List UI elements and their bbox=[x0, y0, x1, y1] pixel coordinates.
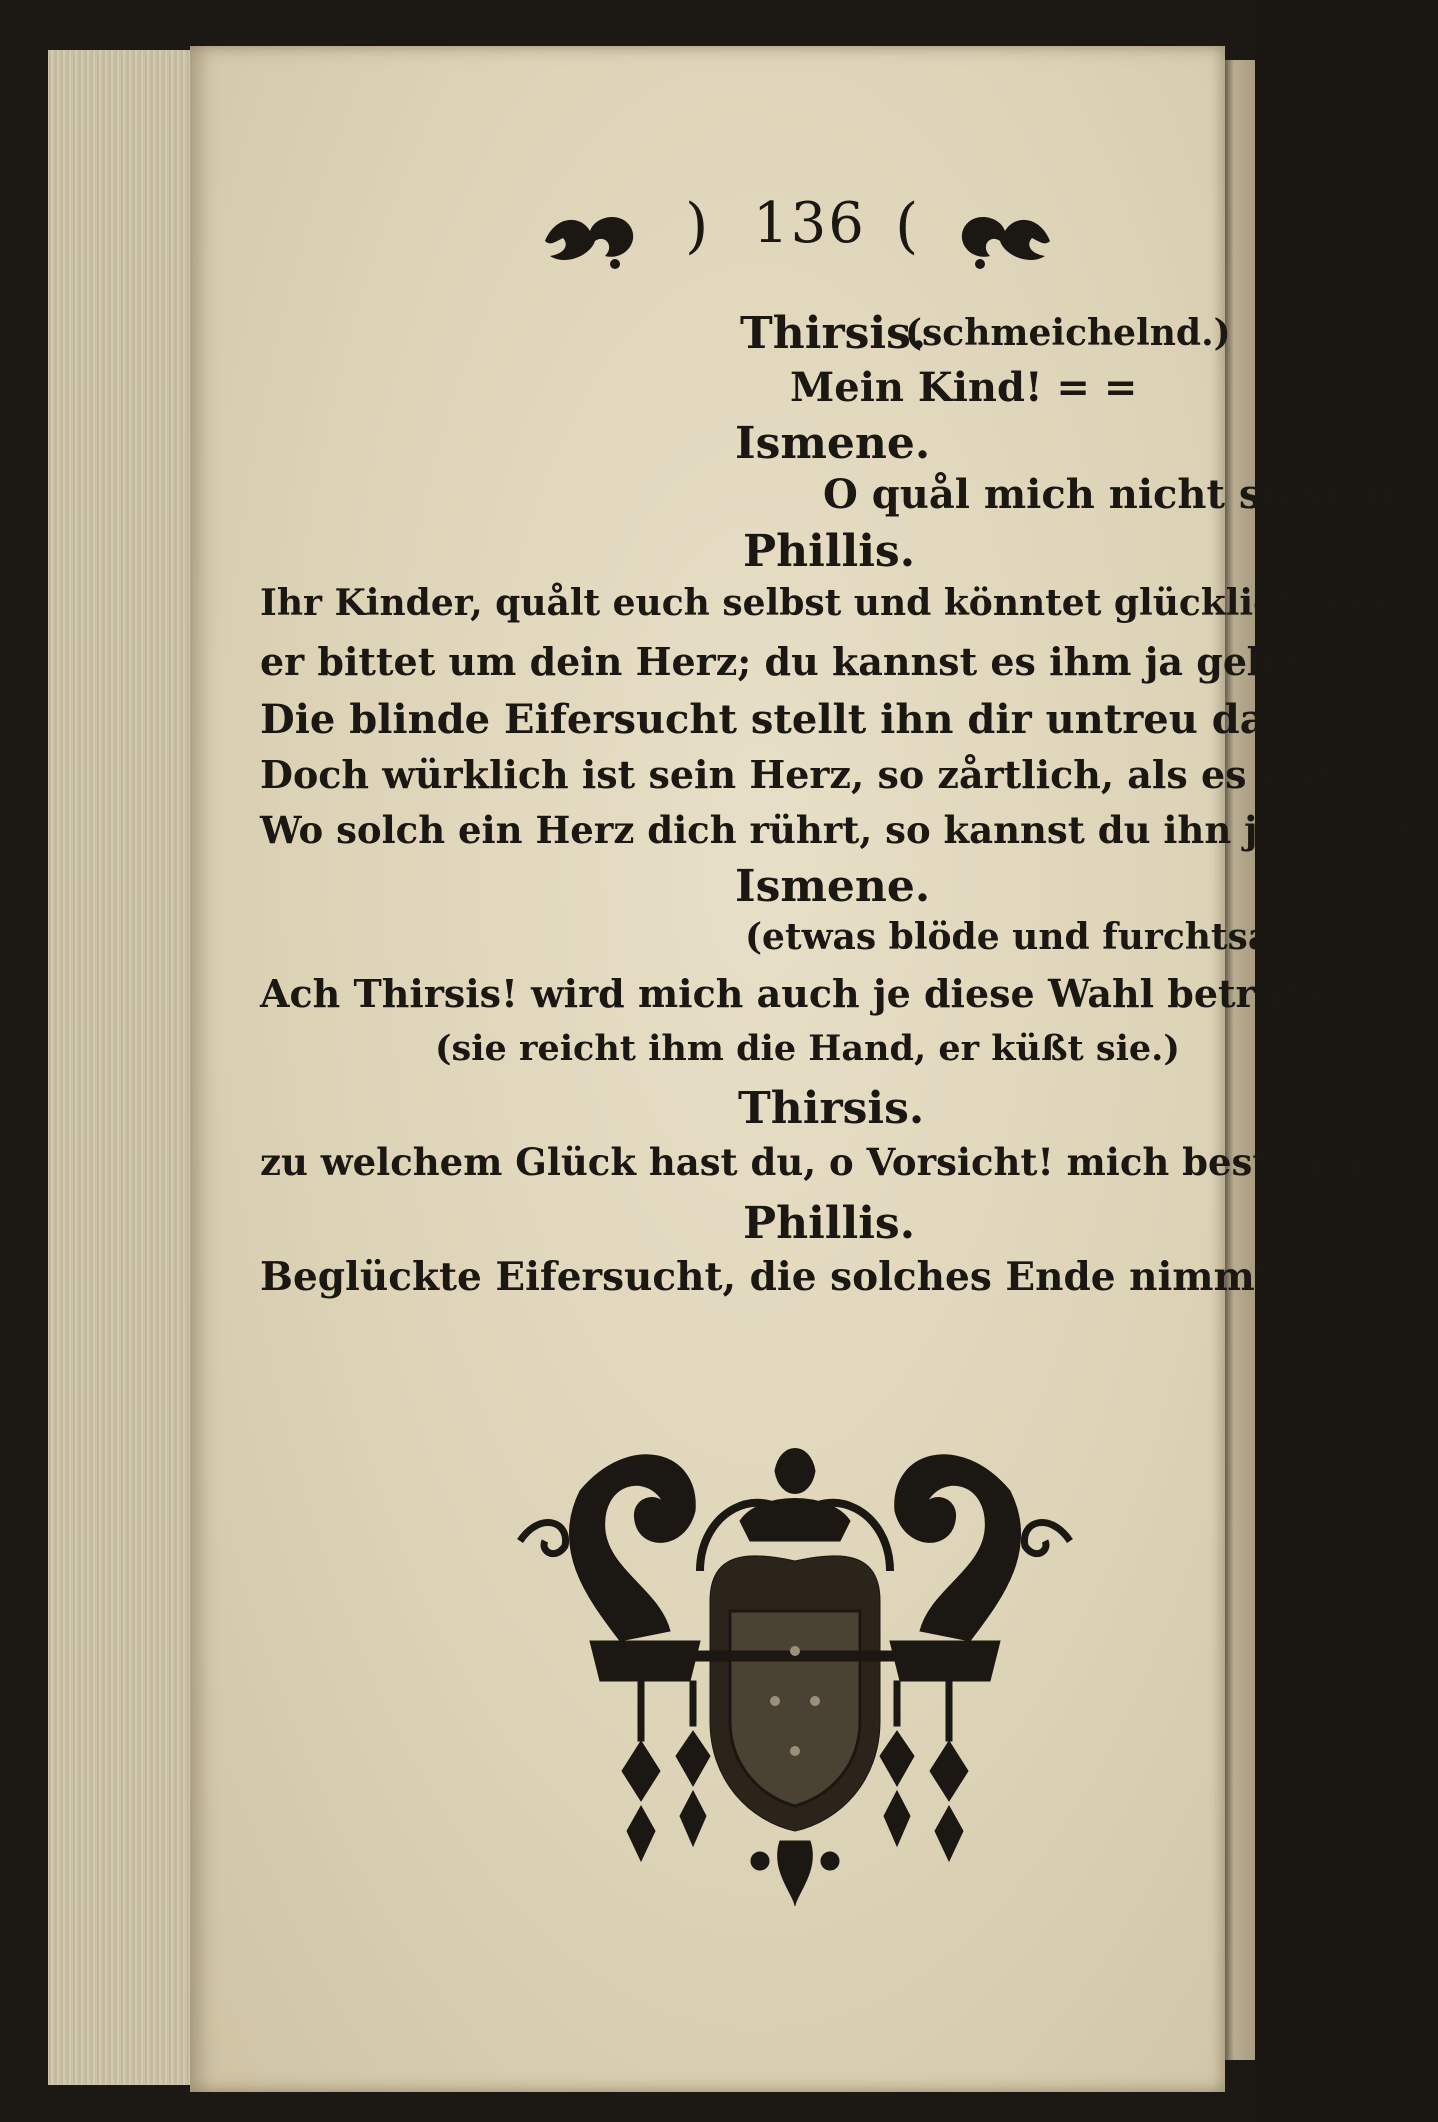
header-right-paren: ( bbox=[895, 191, 919, 261]
tailpiece-vignette bbox=[510, 1401, 1080, 1911]
stage-direction: (schmeichelnd.) bbox=[905, 312, 1231, 354]
book-page-edges bbox=[48, 50, 200, 2085]
page-number: 136 bbox=[753, 191, 866, 256]
speaker-phillis: Phillis. bbox=[743, 526, 916, 577]
speaker-ismene: Ismene. bbox=[735, 418, 931, 469]
verse-line: Wo solch ein Herz dich rührt, so kannst du ihn ja lieben. bbox=[260, 808, 1436, 852]
header-left-paren: ) bbox=[685, 191, 709, 261]
verse-line: Mein Kind! = = bbox=[790, 364, 1138, 411]
verse-line: Ach Thirsis! wird mich auch je diese Wahl betrüben! bbox=[260, 971, 1379, 1016]
fleuron-icon bbox=[535, 206, 645, 276]
verse-line: O quål mich nicht so sehr. bbox=[823, 471, 1411, 518]
book-page bbox=[190, 46, 1438, 2092]
verse-line: er bittet um dein Herz; du kannst es ihm ja geben. bbox=[260, 639, 1339, 684]
verse-line: Ihr Kinder, quålt euch selbst und könntet glücklich leben: bbox=[260, 582, 1438, 624]
speaker-phillis: Phillis. bbox=[743, 1198, 916, 1249]
stage-direction: (sie reicht ihm die Hand, er küßt sie.) bbox=[435, 1028, 1180, 1069]
speaker-thirsis: Thirsis. bbox=[738, 1083, 925, 1134]
adjacent-page-edge bbox=[1220, 60, 1255, 2060]
speaker-thirsis: Thirsis. bbox=[740, 308, 927, 359]
verse-line: Die blinde Eifersucht stellt ihn dir untreu dar; bbox=[260, 696, 1302, 743]
verse-line: Doch würklich ist sein Herz, so zårtlich, als es war. bbox=[260, 752, 1347, 797]
fleuron-icon bbox=[950, 206, 1060, 276]
speaker-ismene: Ismene. bbox=[735, 861, 931, 912]
verse-line: zu welchem Glück hast du, o Vorsicht! mich bestimmt! bbox=[260, 1140, 1396, 1184]
stage-direction: (etwas blöde und furchtsam) bbox=[745, 916, 1327, 958]
verse-line: Beglückte Eifersucht, die solches Ende nimmt! bbox=[260, 1254, 1290, 1300]
